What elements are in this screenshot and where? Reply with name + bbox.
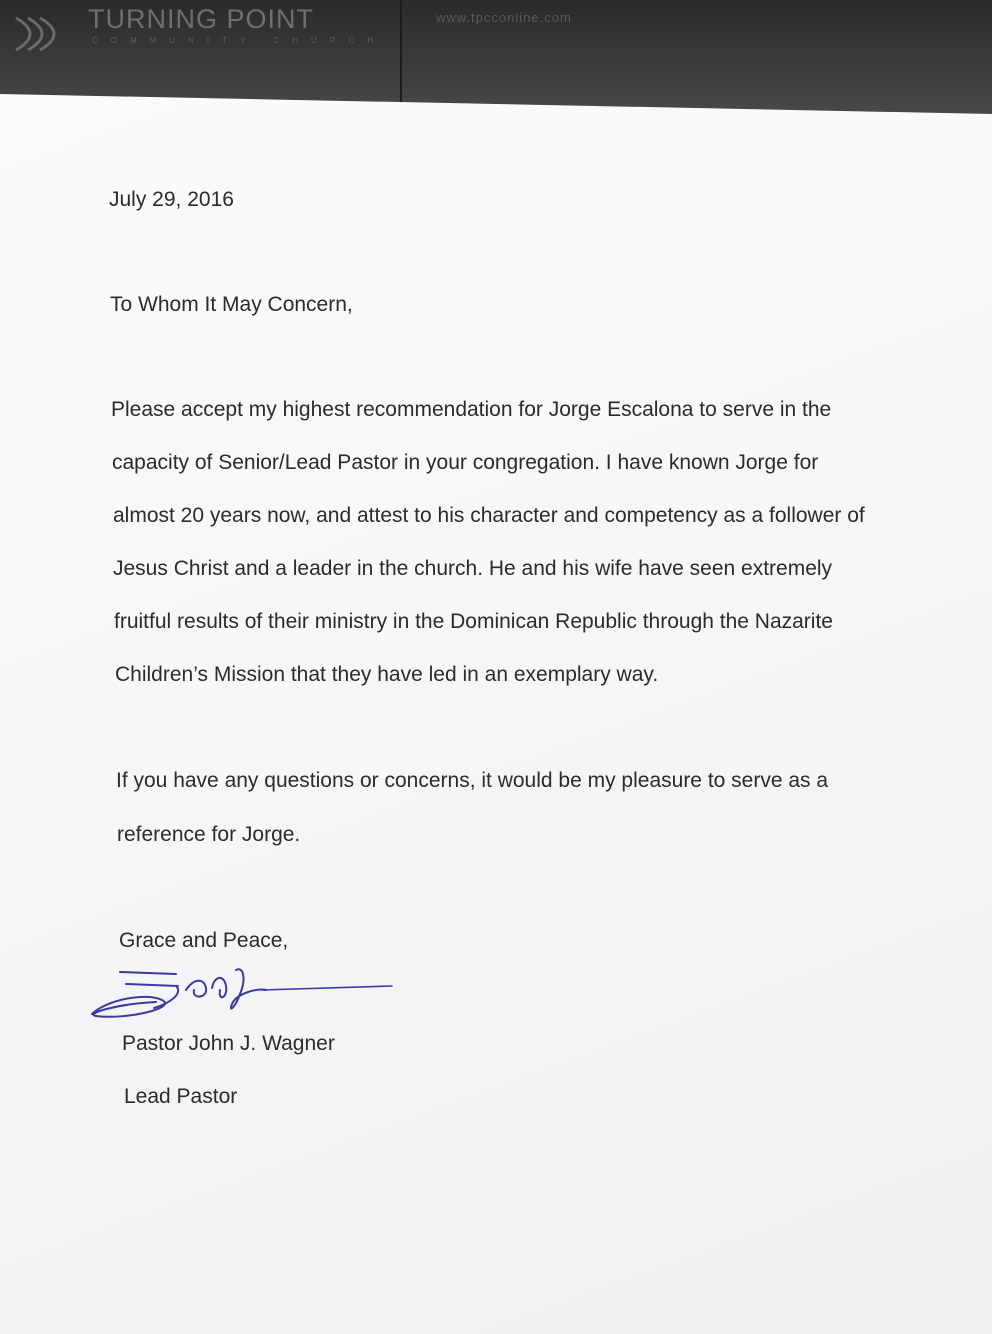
body-line: Jesus Christ and a leader in the church. He and his wife have seen extremely xyxy=(113,557,833,580)
letter-paper xyxy=(0,94,992,1334)
brand-name: TURNING POINT xyxy=(88,4,314,34)
brand-subtitle: COMMUNITY CHURCH xyxy=(92,36,387,45)
body-line: almost 20 years now, and attest to his character and competency as a follower of xyxy=(113,504,865,527)
church-logo-icon xyxy=(10,10,80,58)
body-line: Children’s Mission that they have led in an exemplary way. xyxy=(115,663,659,686)
body-line: If you have any questions or concerns, it would be my pleasure to serve as a xyxy=(116,769,829,792)
letter-date: July 29, 2016 xyxy=(109,188,234,211)
letter-salutation: To Whom It May Concern, xyxy=(110,293,353,316)
body-line: Please accept my highest recommendation for Jorge Escalona to serve in the xyxy=(111,398,832,421)
body-line: fruitful results of their ministry in the Dominican Republic through the Nazarite xyxy=(114,610,833,633)
body-line: reference for Jorge. xyxy=(117,823,301,846)
letter-closing: Grace and Peace, xyxy=(119,929,289,952)
body-line: capacity of Senior/Lead Pastor in your congregation. I have known Jorge for xyxy=(112,451,819,474)
signer-name: Pastor John J. Wagner xyxy=(122,1032,335,1055)
website-url: www.tpcconline.com xyxy=(436,10,572,25)
signature-image xyxy=(86,964,398,1026)
letterhead-divider xyxy=(400,0,402,102)
signer-title: Lead Pastor xyxy=(124,1085,238,1108)
